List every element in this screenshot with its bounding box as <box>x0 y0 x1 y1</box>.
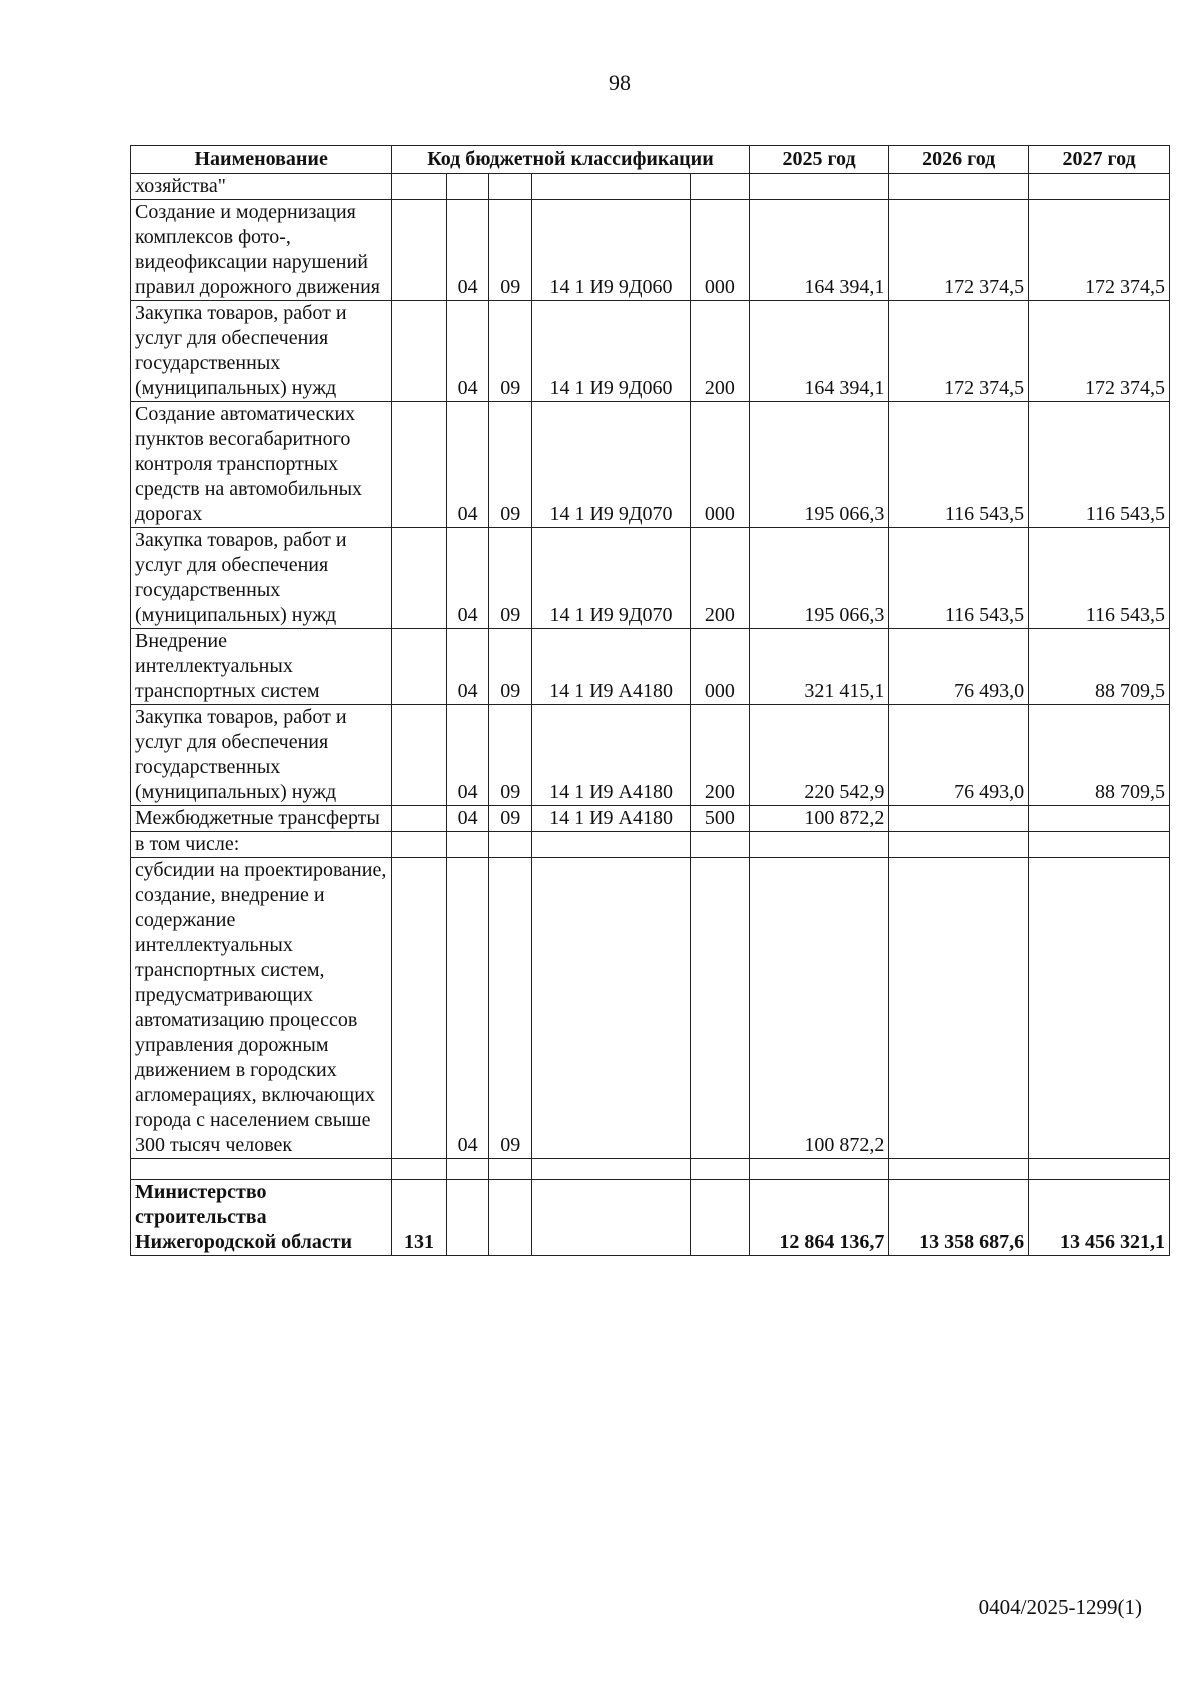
code-expense-type: 200 <box>690 301 749 402</box>
code-section <box>446 1159 489 1180</box>
table-row <box>131 858 1170 1159</box>
code-target-article <box>532 1180 691 1256</box>
code-subsection: 09 <box>489 200 532 301</box>
code-ministry <box>392 402 446 528</box>
table-row-spacer <box>131 1159 1170 1180</box>
code-section: 04 <box>446 301 489 402</box>
code-target-article: 14 1 И9 А4180 <box>532 705 691 806</box>
code-ministry <box>392 174 446 200</box>
code-subsection: 09 <box>489 528 532 629</box>
code-ministry <box>392 200 446 301</box>
value-2027: 172 374,5 <box>1029 301 1170 402</box>
code-ministry <box>392 301 446 402</box>
value-2027 <box>1029 806 1170 832</box>
value-2026 <box>889 806 1029 832</box>
header-2026: 2026 год <box>889 146 1029 174</box>
table-row-ministry <box>131 1180 1170 1256</box>
row-name: хозяйства" <box>131 174 392 200</box>
table-row <box>131 806 1170 832</box>
value-2026: 76 493,0 <box>889 629 1029 705</box>
value-2025: 100 872,2 <box>749 806 889 832</box>
value-2026: 13 358 687,6 <box>889 1180 1029 1256</box>
value-2025 <box>749 832 889 858</box>
page-number: 98 <box>609 70 631 95</box>
code-expense-type: 200 <box>690 528 749 629</box>
code-target-article <box>532 832 691 858</box>
code-expense-type: 000 <box>690 200 749 301</box>
value-2026: 172 374,5 <box>889 301 1029 402</box>
value-2025: 100 872,2 <box>749 858 889 1159</box>
document-number: 0404/2025-1299(1) <box>978 1595 1142 1619</box>
value-2027: 88 709,5 <box>1029 705 1170 806</box>
row-name: Межбюджетные трансферты <box>131 806 392 832</box>
header-2027: 2027 год <box>1029 146 1170 174</box>
code-target-article <box>532 1159 691 1180</box>
code-subsection <box>489 1159 532 1180</box>
header-2025: 2025 год <box>749 146 889 174</box>
table-row <box>131 832 1170 858</box>
table-row <box>131 629 1170 705</box>
code-expense-type: 200 <box>690 705 749 806</box>
value-2025: 220 542,9 <box>749 705 889 806</box>
code-target-article: 14 1 И9 А4180 <box>532 629 691 705</box>
code-ministry: 131 <box>392 1180 446 1256</box>
code-section: 04 <box>446 200 489 301</box>
code-ministry <box>392 705 446 806</box>
row-name: Создание автоматических пунктов весогабаритного контроля транспортных средств на автомобильных дорогах <box>131 402 392 528</box>
code-expense-type <box>690 174 749 200</box>
code-ministry <box>392 528 446 629</box>
table-row <box>131 301 1170 402</box>
code-ministry <box>392 832 446 858</box>
code-subsection: 09 <box>489 629 532 705</box>
code-section <box>446 1180 489 1256</box>
code-expense-type <box>690 832 749 858</box>
value-2026: 116 543,5 <box>889 528 1029 629</box>
code-subsection <box>489 174 532 200</box>
code-ministry <box>392 629 446 705</box>
value-2025: 321 415,1 <box>749 629 889 705</box>
value-2025: 164 394,1 <box>749 301 889 402</box>
value-2026 <box>889 858 1029 1159</box>
row-name: Создание и модернизация комплексов фото-, видеофиксации нарушений правил дорожного движения <box>131 200 392 301</box>
code-section: 04 <box>446 705 489 806</box>
value-2025: 164 394,1 <box>749 200 889 301</box>
code-target-article <box>532 858 691 1159</box>
value-2026: 76 493,0 <box>889 705 1029 806</box>
value-2027: 172 374,5 <box>1029 200 1170 301</box>
code-subsection <box>489 1180 532 1256</box>
code-ministry <box>392 858 446 1159</box>
value-2026 <box>889 832 1029 858</box>
code-target-article: 14 1 И9 9Д070 <box>532 402 691 528</box>
value-2026: 172 374,5 <box>889 200 1029 301</box>
code-target-article: 14 1 И9 9Д070 <box>532 528 691 629</box>
value-2026: 116 543,5 <box>889 402 1029 528</box>
table-header-row <box>131 146 1170 174</box>
table-row <box>131 402 1170 528</box>
table-row <box>131 200 1170 301</box>
header-code: Код бюджетной классификации <box>392 146 749 174</box>
code-expense-type: 000 <box>690 402 749 528</box>
value-2026 <box>889 174 1029 200</box>
code-target-article: 14 1 И9 9Д060 <box>532 200 691 301</box>
table-row <box>131 174 1170 200</box>
row-name: Министерство строительства Нижегородской области <box>131 1180 392 1256</box>
code-expense-type: 000 <box>690 629 749 705</box>
code-expense-type <box>690 858 749 1159</box>
row-name: Закупка товаров, работ и услуг для обеспечения государственных (муниципальных) нужд <box>131 301 392 402</box>
code-subsection: 09 <box>489 705 532 806</box>
code-expense-type <box>690 1159 749 1180</box>
code-section: 04 <box>446 629 489 705</box>
value-2027 <box>1029 1159 1170 1180</box>
row-name <box>131 1159 392 1180</box>
value-2025: 12 864 136,7 <box>749 1180 889 1256</box>
row-name: в том числе: <box>131 832 392 858</box>
row-name: субсидии на проектирование, создание, внедрение и содержание интеллектуальных транспортных систем, предусматривающих автоматизацию процессов управления дорожным движением в городских агломерациях, включающих города с населением свыше 300 тысяч человек <box>131 858 392 1159</box>
code-section <box>446 832 489 858</box>
table-row <box>131 705 1170 806</box>
budget-table <box>130 145 1170 1256</box>
row-name: Закупка товаров, работ и услуг для обеспечения государственных (муниципальных) нужд <box>131 528 392 629</box>
code-section: 04 <box>446 402 489 528</box>
row-name: Закупка товаров, работ и услуг для обеспечения государственных (муниципальных) нужд <box>131 705 392 806</box>
code-target-article <box>532 174 691 200</box>
code-target-article: 14 1 И9 9Д060 <box>532 301 691 402</box>
value-2027 <box>1029 832 1170 858</box>
code-expense-type <box>690 1180 749 1256</box>
value-2026 <box>889 1159 1029 1180</box>
header-name: Наименование <box>131 146 392 174</box>
code-subsection: 09 <box>489 402 532 528</box>
value-2027: 116 543,5 <box>1029 528 1170 629</box>
code-section: 04 <box>446 858 489 1159</box>
code-section: 04 <box>446 806 489 832</box>
code-subsection: 09 <box>489 858 532 1159</box>
code-ministry <box>392 1159 446 1180</box>
value-2027: 13 456 321,1 <box>1029 1180 1170 1256</box>
code-section <box>446 174 489 200</box>
table-row <box>131 528 1170 629</box>
code-section: 04 <box>446 528 489 629</box>
value-2027 <box>1029 174 1170 200</box>
value-2025: 195 066,3 <box>749 402 889 528</box>
code-expense-type: 500 <box>690 806 749 832</box>
code-ministry <box>392 806 446 832</box>
value-2025 <box>749 174 889 200</box>
value-2027: 88 709,5 <box>1029 629 1170 705</box>
value-2027: 116 543,5 <box>1029 402 1170 528</box>
code-subsection: 09 <box>489 806 532 832</box>
row-name: Внедрение интеллектуальных транспортных систем <box>131 629 392 705</box>
code-subsection <box>489 832 532 858</box>
value-2025: 195 066,3 <box>749 528 889 629</box>
value-2027 <box>1029 858 1170 1159</box>
value-2025 <box>749 1159 889 1180</box>
code-subsection: 09 <box>489 301 532 402</box>
code-target-article: 14 1 И9 А4180 <box>532 806 691 832</box>
